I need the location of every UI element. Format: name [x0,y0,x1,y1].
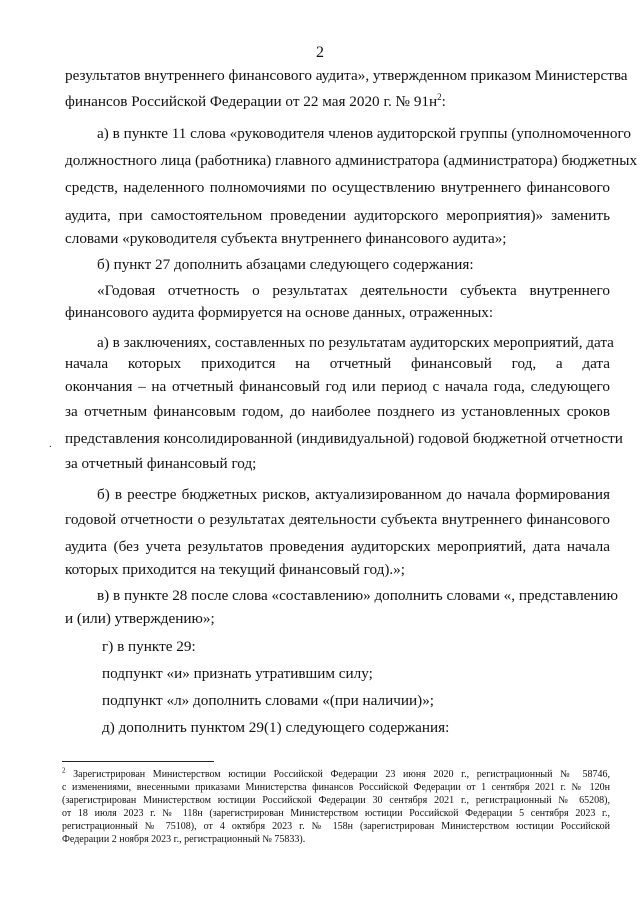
text-line: подпункт «и» признать утратившим силу; [102,665,373,682]
footnote-ref: 2 [437,91,442,102]
text-line: б) в реестре бюджетных рисков, актуализированном до начала формирования [97,486,610,503]
text-line: г) в пункте 29: [102,638,196,655]
text-line: а) в пункте 11 слова «руководителя членов аудиторской группы (уполномоченного [97,125,631,142]
text-line: годовой отчетности о результатах деятельности субъекта внутреннего финансового [65,511,610,528]
text-line: средств, наделенного полномочиями по осуществлению внутреннего финансового [65,179,610,196]
text-line: д) дополнить пунктом 29(1) следующего содержания: [102,719,450,736]
text-line: начала которых приходится на отчетный финансовый год, а дата [65,355,610,372]
text-line: которых приходится на текущий финансовый год).»; [65,561,405,578]
text-line: представления консолидированной (индивидуальной) годовой бюджетной отчетности [65,430,623,447]
text-line: словами «руководителя субъекта внутреннего финансового аудита»; [65,230,507,247]
page-number: 2 [316,44,324,61]
margin-mark: . [49,438,52,450]
text-line: б) пункт 27 дополнить абзацами следующего содержания: [97,256,474,273]
text-line: в) в пункте 28 после слова «составлению» дополнить словами «, представлению [97,587,619,604]
text-line: и (или) утверждению»; [65,610,215,627]
footnote-line: Федерации 2 ноября 2023 г., регистрационный № 75833). [62,834,306,845]
text-line: подпункт «л» дополнить словами «(при наличии)»; [102,692,435,709]
text-line: финансов Российской Федерации от 22 мая 2020 г. № $91н^2$: [65,91,446,110]
footnote-line: от 18 июля 2023 г. № 118н (зарегистрирован Министерством юстиции Российской Федерации 5 сентября 2023 г., [62,808,610,819]
text-line: финансового аудита формируется на основе данных, отраженных: [65,304,494,321]
text-line: за отчетным финансовым годом, до наиболее позднего из установленных сроков [65,403,610,420]
text-line: за отчетный финансовый год; [65,455,257,472]
text-line: результатов внутреннего финансового аудита», утвержденном приказом Министерства [65,67,628,84]
text-line: «Годовая отчетность о результатах деятельности субъекта внутреннего [97,282,610,299]
text-line: аудита, при самостоятельном проведении аудиторского мероприятия)» заменить [65,207,610,224]
text-line: должностного лица (работника) главного администратора (администратора) бюджетных [65,152,638,169]
text-line: аудита (без учета результатов проведения аудиторских мероприятий, дата начала [65,538,610,555]
text-line: а) в заключениях, составленных по результатам аудиторских мероприятий, дата [97,334,614,351]
text-line: окончания – на отчетный финансовый год или период с начала года, следующего [65,378,610,395]
footnote-separator [62,761,214,762]
footnote-line: регистрационный № 75108), от 4 октября 2023 г. № 158н (зарегистрирован Министерством юстиции Российской [62,821,610,832]
footnote-line: $^2$ Зарегистрирован Министерством юстиции Российской Федерации 23 июня 2020 г., регистрационный № 58746, [62,766,611,780]
footnote-line: с изменениями, внесенными приказами Министерства финансов Российской Федерации от 1 сентября 2021 г. № 120н [62,782,610,793]
footnote-line: (зарегистрирован Министерством юстиции Российской Федерации 30 сентября 2021 г., регистрационный № 65208), [62,795,610,806]
